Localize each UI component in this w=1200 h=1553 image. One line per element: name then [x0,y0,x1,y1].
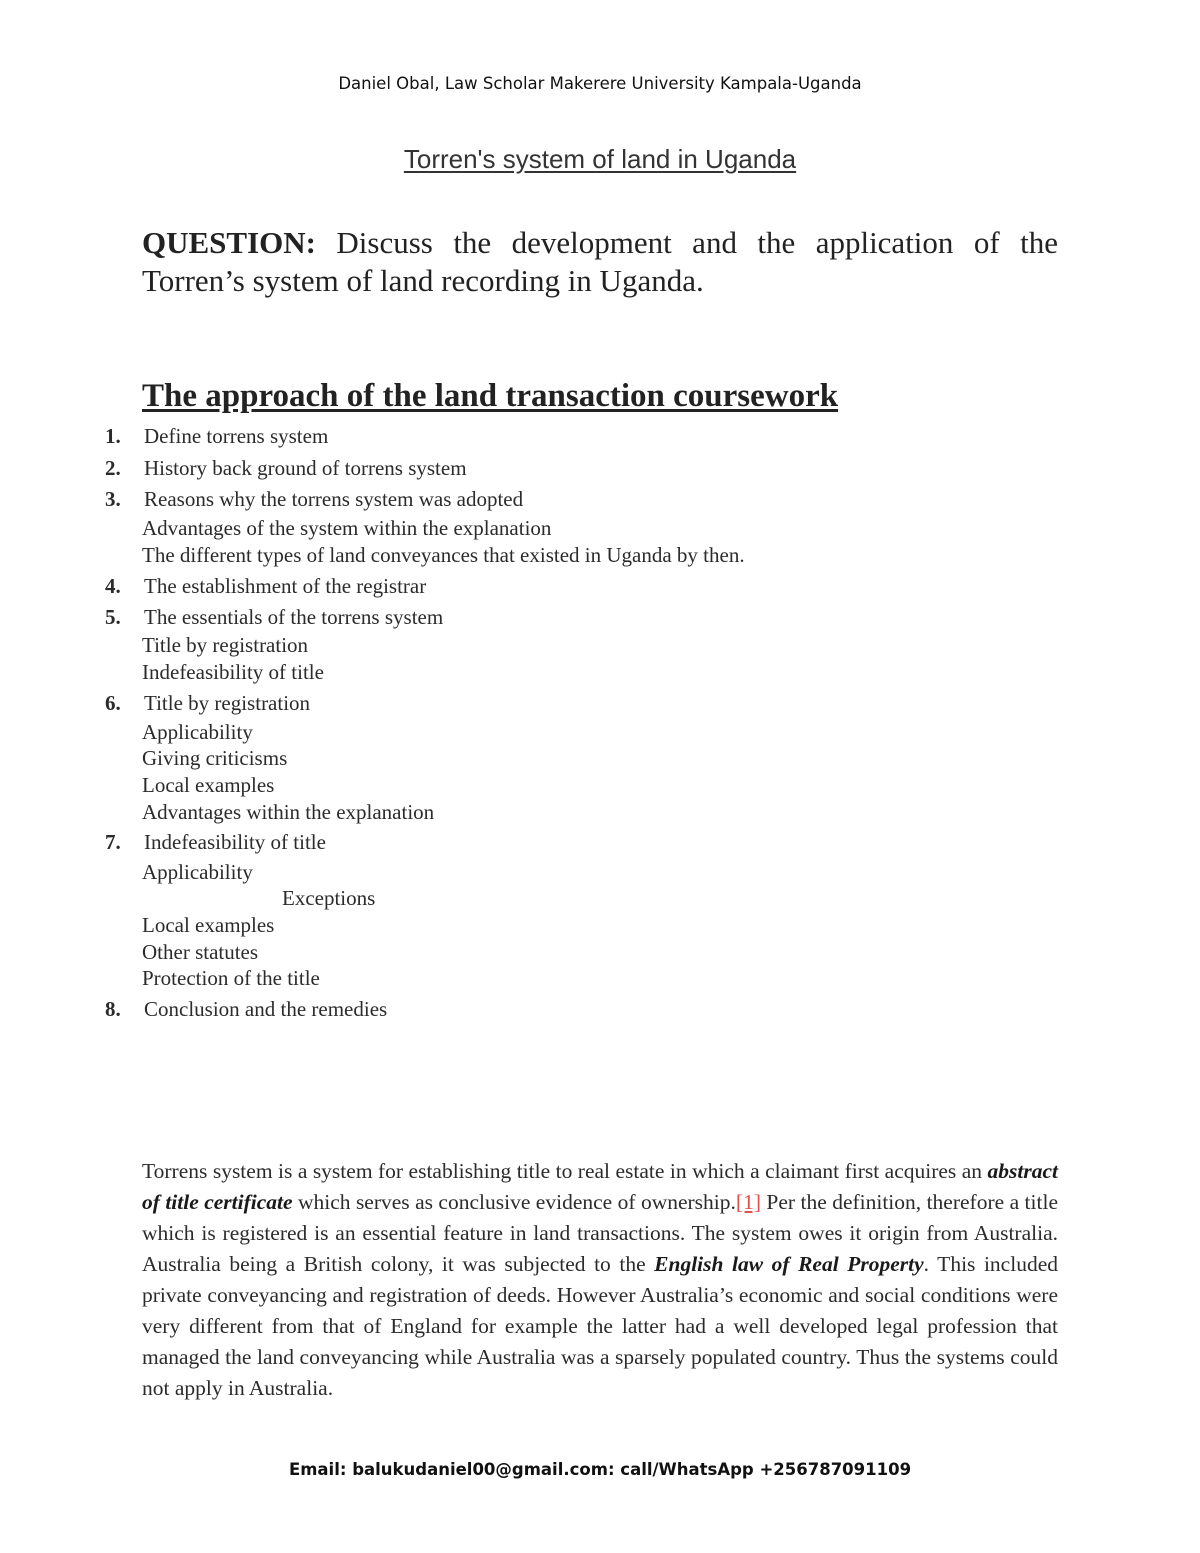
body-emphasis: English law of Real Property [654,1252,924,1276]
question-text: Discuss the development and the application of the Torren’s system of land recording in Uganda. [142,225,1058,298]
outline-number: 4. [105,574,121,598]
outline-subitem: Advantages of the system within the explanation [142,516,552,540]
page-footer: Email: balukudaniel00@gmail.com: call/WhatsApp +256787091109 [288,1460,912,1479]
outline-number: 1. [105,424,121,448]
outline-subitem: Local examples [142,773,275,797]
body-text: Torrens system is a system for establishing title to real estate in which a claimant first acquires an [142,1159,988,1183]
question-label: QUESTION: [142,225,316,260]
footnote-link[interactable]: [1] [735,1190,761,1214]
body-text: Per the definition, therefore a title which is registered is an essential feature in land transactions. The system owes it origin from Australia. Australia being a British colony, it was subjected to the [142,1190,1058,1276]
document-title: Torren's system of land in Uganda [403,144,797,174]
outline-number: 2. [105,456,121,480]
body-text: which serves as conclusive evidence of ownership. [292,1190,736,1214]
outline-item: The essentials of the torrens system [144,605,444,629]
outline-number: 3. [105,487,121,511]
body-paragraph [142,1156,1058,1404]
outline-subitem: Protection of the title [142,966,320,990]
outline-item: History back ground of torrens system [144,456,467,480]
outline-item: The establishment of the registrar [144,574,427,598]
outline-subitem: The different types of land conveyances that existed in Uganda by then. [142,543,745,567]
outline-item: Indefeasibility of title [144,830,326,854]
outline-number: 6. [105,691,121,715]
outline-subitem: Local examples [142,913,275,937]
outline-number: 7. [105,830,121,854]
outline-item: Conclusion and the remedies [144,997,388,1021]
outline-subitem: Other statutes [142,940,259,964]
outline-subitem: Applicability [142,720,253,744]
outline-subitem: Title by registration [142,633,309,657]
outline-subitem: Giving criticisms [142,746,288,770]
approach-heading: The approach of the land transaction coursework [142,378,839,414]
outline-number: 8. [105,997,121,1021]
outline-number: 5. [105,605,121,629]
outline-item: Title by registration [144,691,311,715]
outline-subitem: Indefeasibility of title [142,660,324,684]
page-header: Daniel Obal, Law Scholar Makerere University Kampala-Uganda [338,74,862,93]
outline-subitem: Exceptions [282,886,376,910]
body-emphasis: abstract of title certificate [142,1159,1058,1214]
outline-subitem: Applicability [142,860,253,884]
outline-item: Reasons why the torrens system was adopted [144,487,524,511]
body-text: . This included private conveyancing and registration of deeds. However Australia’s economic and social conditions were very different from that of England for example the latter had a well developed legal profession that managed the land conveyancing while Australia was a sparsely populated country. Thus the systems could not apply in Australia. [142,1252,1058,1400]
question-paragraph [142,224,1058,300]
outline-item: Define torrens system [144,424,329,448]
outline-subitem: Advantages within the explanation [142,800,435,824]
